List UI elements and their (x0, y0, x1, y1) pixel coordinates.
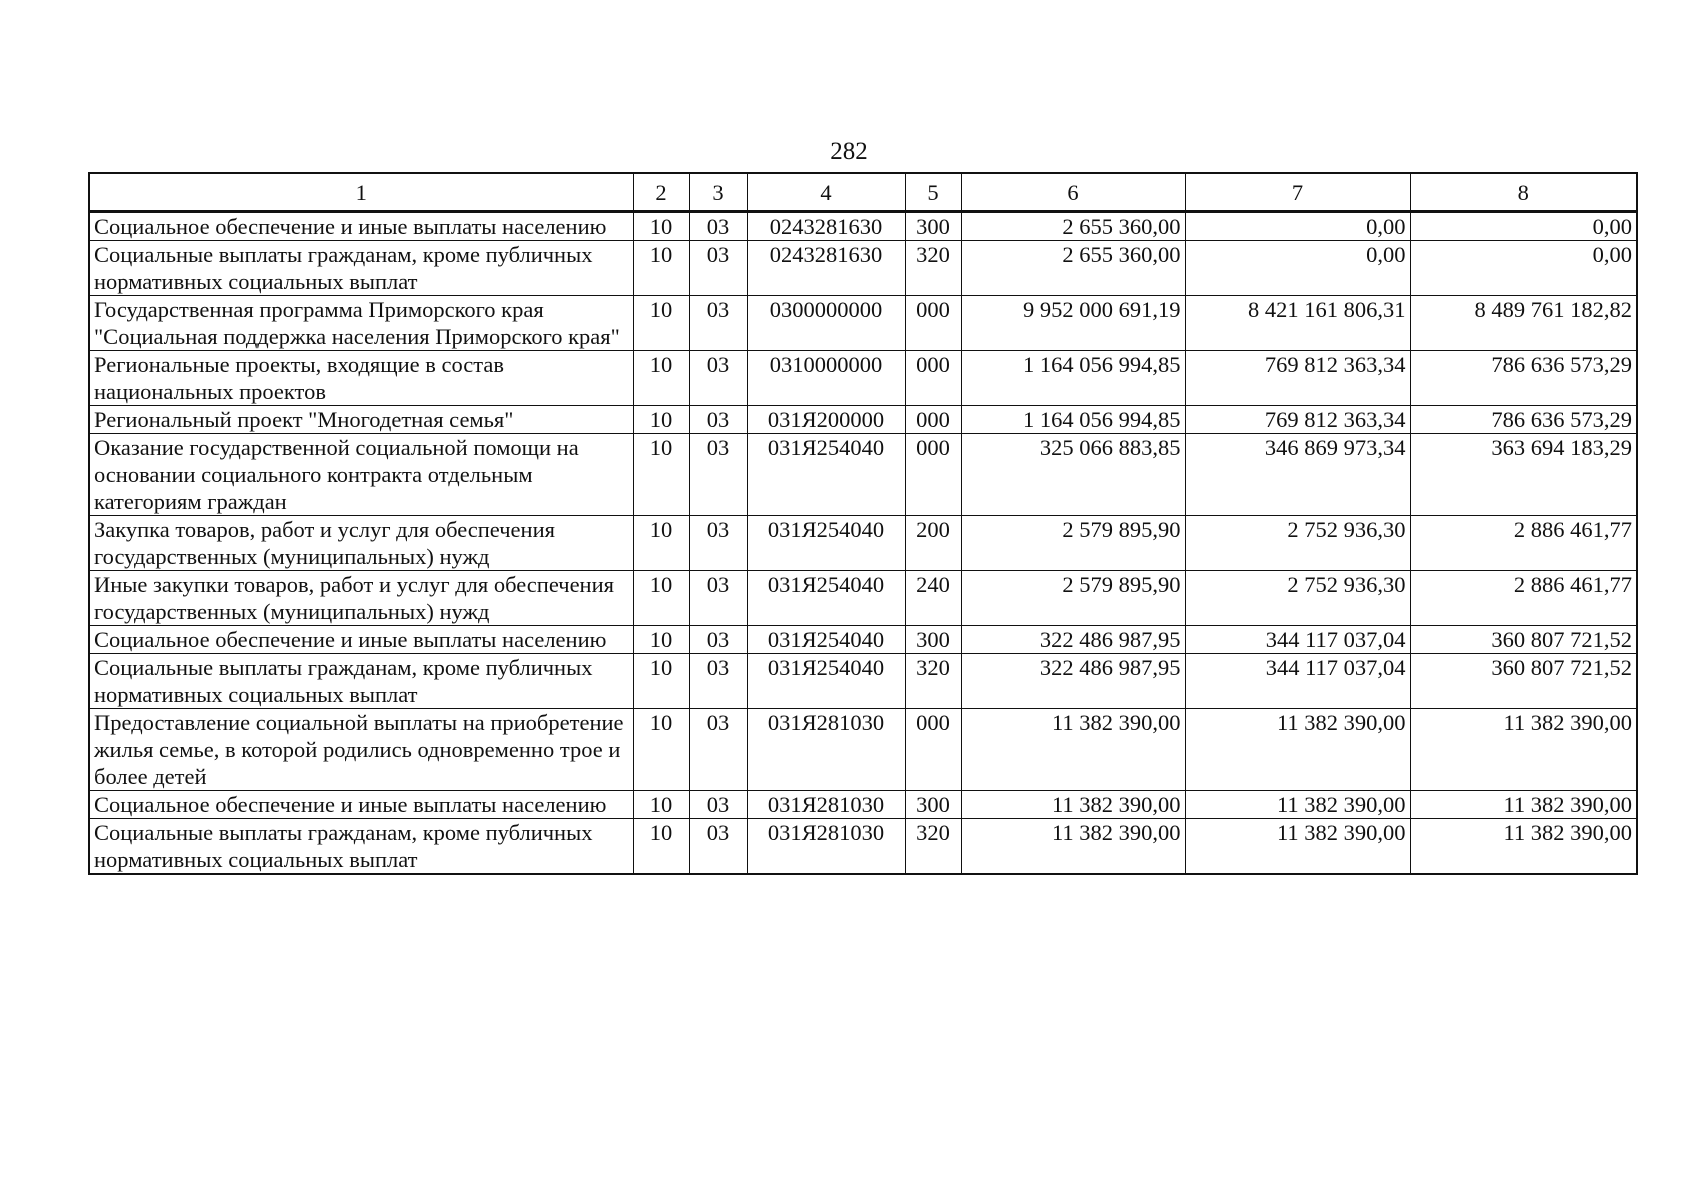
row-name: Региональные проекты, входящие в состав национальных проектов (89, 351, 633, 406)
amount-col-8: 786 636 573,29 (1410, 406, 1637, 434)
amount-col-8: 0,00 (1410, 241, 1637, 296)
expense-type-code: 000 (905, 351, 961, 406)
header-row (89, 173, 1637, 212)
amount-col-7: 11 382 390,00 (1185, 709, 1410, 791)
row-name: Оказание государственной социальной помощи на основании социального контракта отдельным категориям граждан (89, 434, 633, 516)
target-article-code: 0310000000 (747, 351, 905, 406)
row-name: Социальное обеспечение и иные выплаты населению (89, 212, 633, 241)
expense-type-code: 320 (905, 819, 961, 875)
table-row (89, 654, 1637, 709)
section-code: 10 (633, 819, 689, 875)
section-code: 10 (633, 791, 689, 819)
row-name: Социальные выплаты гражданам, кроме публичных нормативных социальных выплат (89, 241, 633, 296)
amount-col-6: 1 164 056 994,85 (961, 406, 1185, 434)
row-name: Закупка товаров, работ и услуг для обеспечения государственных (муниципальных) нужд (89, 516, 633, 571)
row-name: Иные закупки товаров, работ и услуг для обеспечения государственных (муниципальных) нужд (89, 571, 633, 626)
amount-col-8: 11 382 390,00 (1410, 791, 1637, 819)
expense-type-code: 000 (905, 296, 961, 351)
target-article-code: 031Я200000 (747, 406, 905, 434)
section-code: 10 (633, 241, 689, 296)
amount-col-7: 8 421 161 806,31 (1185, 296, 1410, 351)
expense-type-code: 320 (905, 241, 961, 296)
row-name: Социальное обеспечение и иные выплаты населению (89, 626, 633, 654)
subsection-code: 03 (689, 516, 747, 571)
section-code: 10 (633, 351, 689, 406)
target-article-code: 031Я281030 (747, 819, 905, 875)
target-article-code: 031Я254040 (747, 516, 905, 571)
section-code: 10 (633, 571, 689, 626)
page-number: 282 (830, 138, 868, 165)
column-header-1: 1 (89, 173, 633, 212)
row-name: Региональный проект "Многодетная семья" (89, 406, 633, 434)
amount-col-7: 11 382 390,00 (1185, 791, 1410, 819)
target-article-code: 031Я254040 (747, 654, 905, 709)
amount-col-8: 360 807 721,52 (1410, 626, 1637, 654)
section-code: 10 (633, 709, 689, 791)
amount-col-6: 9 952 000 691,19 (961, 296, 1185, 351)
table-row (89, 241, 1637, 296)
subsection-code: 03 (689, 351, 747, 406)
amount-col-8: 11 382 390,00 (1410, 819, 1637, 875)
subsection-code: 03 (689, 654, 747, 709)
expense-type-code: 300 (905, 626, 961, 654)
table-row (89, 434, 1637, 516)
amount-col-7: 2 752 936,30 (1185, 571, 1410, 626)
row-name: Предоставление социальной выплаты на приобретение жилья семье, в которой родились одновременно трое и более детей (89, 709, 633, 791)
table-row (89, 571, 1637, 626)
subsection-code: 03 (689, 434, 747, 516)
target-article-code: 0243281630 (747, 241, 905, 296)
amount-col-7: 344 117 037,04 (1185, 626, 1410, 654)
column-header-5: 5 (905, 173, 961, 212)
table-row (89, 709, 1637, 791)
column-header-4: 4 (747, 173, 905, 212)
section-code: 10 (633, 516, 689, 571)
target-article-code: 031Я254040 (747, 626, 905, 654)
section-code: 10 (633, 626, 689, 654)
amount-col-6: 11 382 390,00 (961, 791, 1185, 819)
subsection-code: 03 (689, 406, 747, 434)
amount-col-6: 2 579 895,90 (961, 571, 1185, 626)
expense-type-code: 300 (905, 791, 961, 819)
table-body (89, 212, 1637, 875)
target-article-code: 0243281630 (747, 212, 905, 241)
amount-col-7: 344 117 037,04 (1185, 654, 1410, 709)
amount-col-6: 11 382 390,00 (961, 819, 1185, 875)
amount-col-8: 363 694 183,29 (1410, 434, 1637, 516)
column-header-3: 3 (689, 173, 747, 212)
amount-col-8: 2 886 461,77 (1410, 571, 1637, 626)
amount-col-8: 8 489 761 182,82 (1410, 296, 1637, 351)
section-code: 10 (633, 406, 689, 434)
amount-col-6: 2 655 360,00 (961, 212, 1185, 241)
expense-type-code: 200 (905, 516, 961, 571)
subsection-code: 03 (689, 819, 747, 875)
amount-col-8: 0,00 (1410, 212, 1637, 241)
amount-col-7: 0,00 (1185, 241, 1410, 296)
subsection-code: 03 (689, 212, 747, 241)
amount-col-8: 786 636 573,29 (1410, 351, 1637, 406)
amount-col-6: 11 382 390,00 (961, 709, 1185, 791)
section-code: 10 (633, 434, 689, 516)
target-article-code: 031Я254040 (747, 434, 905, 516)
amount-col-7: 769 812 363,34 (1185, 406, 1410, 434)
table-row (89, 819, 1637, 875)
expense-type-code: 240 (905, 571, 961, 626)
amount-col-6: 322 486 987,95 (961, 654, 1185, 709)
amount-col-8: 11 382 390,00 (1410, 709, 1637, 791)
amount-col-8: 360 807 721,52 (1410, 654, 1637, 709)
expense-type-code: 320 (905, 654, 961, 709)
amount-col-6: 2 579 895,90 (961, 516, 1185, 571)
target-article-code: 0300000000 (747, 296, 905, 351)
subsection-code: 03 (689, 241, 747, 296)
subsection-code: 03 (689, 709, 747, 791)
section-code: 10 (633, 212, 689, 241)
target-article-code: 031Я281030 (747, 709, 905, 791)
table-row (89, 406, 1637, 434)
table-row (89, 212, 1637, 241)
amount-col-7: 0,00 (1185, 212, 1410, 241)
target-article-code: 031Я281030 (747, 791, 905, 819)
section-code: 10 (633, 654, 689, 709)
amount-col-7: 769 812 363,34 (1185, 351, 1410, 406)
row-name: Социальное обеспечение и иные выплаты населению (89, 791, 633, 819)
amount-col-6: 325 066 883,85 (961, 434, 1185, 516)
table-row (89, 516, 1637, 571)
expense-type-code: 000 (905, 434, 961, 516)
expense-type-code: 000 (905, 406, 961, 434)
table-row (89, 791, 1637, 819)
section-code: 10 (633, 296, 689, 351)
subsection-code: 03 (689, 791, 747, 819)
row-name: Социальные выплаты гражданам, кроме публичных нормативных социальных выплат (89, 654, 633, 709)
amount-col-7: 11 382 390,00 (1185, 819, 1410, 875)
amount-col-6: 2 655 360,00 (961, 241, 1185, 296)
budget-table (88, 172, 1638, 875)
target-article-code: 031Я254040 (747, 571, 905, 626)
amount-col-6: 1 164 056 994,85 (961, 351, 1185, 406)
column-header-7: 7 (1185, 173, 1410, 212)
table-row (89, 626, 1637, 654)
row-name: Социальные выплаты гражданам, кроме публичных нормативных социальных выплат (89, 819, 633, 875)
amount-col-7: 346 869 973,34 (1185, 434, 1410, 516)
subsection-code: 03 (689, 296, 747, 351)
amount-col-6: 322 486 987,95 (961, 626, 1185, 654)
table-row (89, 296, 1637, 351)
table-header (89, 173, 1637, 212)
subsection-code: 03 (689, 626, 747, 654)
subsection-code: 03 (689, 571, 747, 626)
column-header-6: 6 (961, 173, 1185, 212)
amount-col-7: 2 752 936,30 (1185, 516, 1410, 571)
row-name: Государственная программа Приморского края "Социальная поддержка населения Приморского края" (89, 296, 633, 351)
amount-col-8: 2 886 461,77 (1410, 516, 1637, 571)
expense-type-code: 000 (905, 709, 961, 791)
table-row (89, 351, 1637, 406)
expense-type-code: 300 (905, 212, 961, 241)
column-header-8: 8 (1410, 173, 1637, 212)
column-header-2: 2 (633, 173, 689, 212)
